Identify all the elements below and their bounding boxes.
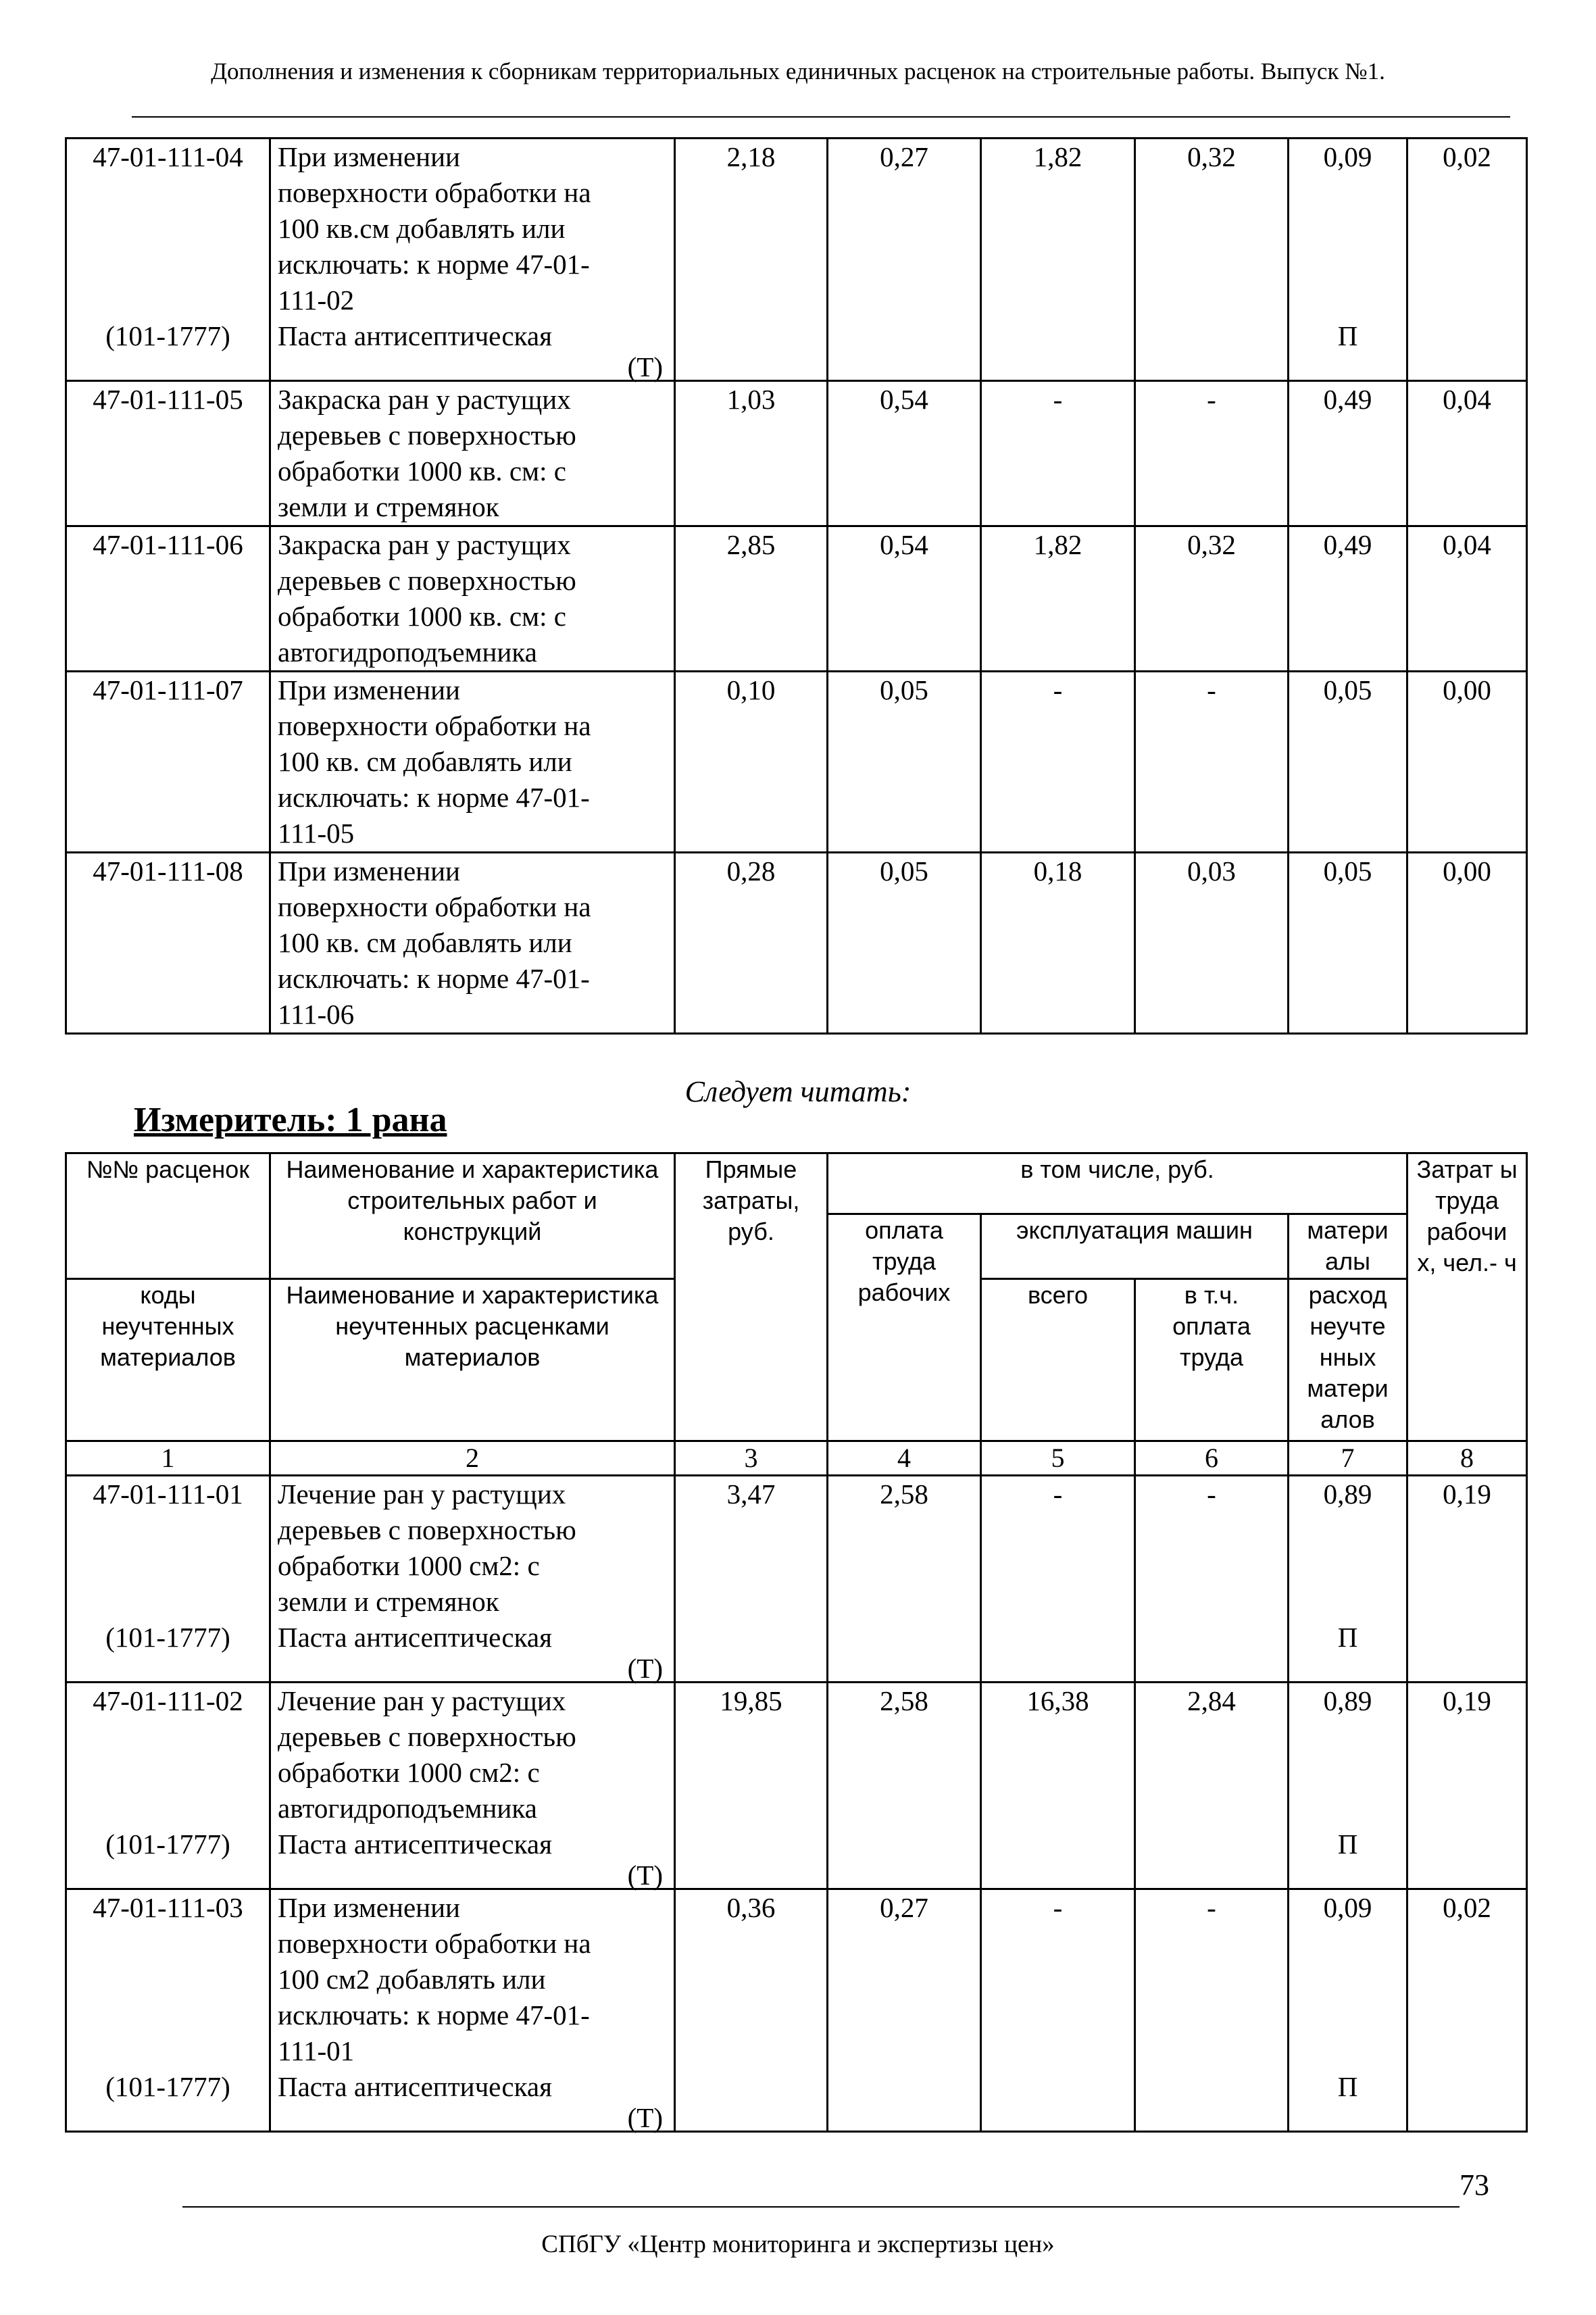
cell-wages: 0,27: [828, 1889, 981, 2132]
material-code: (101-1777): [105, 1622, 230, 1653]
work-name-line: 100 кв.см добавлять или: [278, 213, 566, 244]
work-name-line: деревьев с поверхностью: [278, 565, 576, 596]
work-name-line: обработки 1000 см2: с: [278, 1550, 540, 1581]
col-header-direct: Прямые затраты, руб.: [675, 1153, 828, 1441]
cell-machines-wages: 2,84: [1135, 1683, 1289, 1889]
rate-code-cell: [66, 1476, 270, 1683]
cell-direct: 1,03: [675, 381, 828, 526]
col-header-materials: матери алы: [1289, 1214, 1407, 1279]
page-number: 73: [1460, 2168, 1489, 2201]
materials-value: 0,49: [1323, 384, 1372, 415]
work-name-line: обработки 1000 кв. см: с: [278, 455, 566, 487]
column-number: 2: [270, 1441, 675, 1476]
rate-code-cell: [66, 381, 270, 526]
rate-code: 47-01-111-02: [93, 1685, 243, 1716]
column-number: 7: [1289, 1441, 1407, 1476]
cell-machines-total: 1,82: [981, 139, 1135, 381]
rate-code-cell: [66, 1683, 270, 1889]
rate-code: 47-01-111-03: [93, 1892, 243, 1923]
work-name-cell: [270, 1889, 675, 2132]
material-code: (101-1777): [105, 1828, 230, 1860]
rate-code: 47-01-111-06: [93, 529, 243, 560]
cell-wages: 2,58: [828, 1683, 981, 1889]
work-name-line: земли и стремянок: [278, 491, 499, 522]
cell-machines-wages: 0,32: [1135, 526, 1289, 672]
rate-code: 47-01-111-05: [93, 384, 243, 415]
column-number: 5: [981, 1441, 1135, 1476]
column-number: 3: [675, 1441, 828, 1476]
work-name-cell: [270, 853, 675, 1034]
work-name-line: 100 кв. см добавлять или: [278, 746, 572, 777]
read-as-caption: Следует читать:: [684, 1075, 912, 1108]
materials-value: 0,89: [1323, 1478, 1372, 1510]
table-row: [66, 853, 1527, 1034]
cell-materials: [1289, 526, 1407, 672]
col-header-machines-wages: в т.ч. оплата труда: [1135, 1279, 1289, 1441]
material-mark: П: [1337, 2071, 1358, 2102]
material-unit: (Т): [627, 1860, 663, 1891]
rate-code: 47-01-111-07: [93, 674, 243, 705]
prices-table-old: [65, 137, 1528, 1035]
cell-machines-total: -: [981, 1889, 1135, 2132]
col-header-name: Наименование и характеристика строительных работ и конструкций: [270, 1153, 675, 1279]
col-header-codes: №№ расценок: [66, 1153, 270, 1279]
material-name: Паста антисептическая: [278, 2071, 552, 2102]
cell-labor: 0,00: [1407, 853, 1527, 1034]
work-name-line: деревьев с поверхностью: [278, 1721, 576, 1752]
materials-value: 0,89: [1323, 1685, 1372, 1716]
col-header-wages: оплата труда рабочих: [828, 1214, 981, 1441]
cell-direct: 2,18: [675, 139, 828, 381]
work-name-line: Закраска ран у растущих: [278, 384, 571, 415]
work-name-line: обработки 1000 кв. см: с: [278, 601, 566, 632]
work-name-line: поверхности обработки на: [278, 1928, 591, 1959]
work-name-line: 111-06: [278, 999, 355, 1030]
cell-direct: 0,36: [675, 1889, 828, 2132]
work-name-line: Лечение ран у растущих: [278, 1685, 566, 1716]
work-name-cell: [270, 1683, 675, 1889]
work-name-line: поверхности обработки на: [278, 177, 591, 208]
material-unit: (Т): [627, 1653, 663, 1684]
material-unit: (Т): [627, 351, 663, 382]
col-header-machines: эксплуатация машин: [981, 1214, 1289, 1279]
cell-machines-total: -: [981, 672, 1135, 853]
cell-wages: 0,54: [828, 526, 981, 672]
material-name: Паста антисептическая: [278, 320, 552, 351]
column-number: 1: [66, 1441, 270, 1476]
cell-labor: 0,02: [1407, 139, 1527, 381]
cell-labor: 0,04: [1407, 526, 1527, 672]
prices-table-new: [65, 1152, 1528, 2133]
cell-wages: 2,58: [828, 1476, 981, 1683]
cell-machines-total: -: [981, 381, 1135, 526]
work-name-cell: [270, 381, 675, 526]
cell-materials: [1289, 853, 1407, 1034]
materials-value: 0,05: [1323, 855, 1372, 887]
work-name-line: деревьев с поверхностью: [278, 420, 576, 451]
material-name: Паста антисептическая: [278, 1828, 552, 1860]
col-header-machines-total: всего: [981, 1279, 1135, 1441]
work-name-line: Лечение ран у растущих: [278, 1478, 566, 1510]
rate-code: 47-01-111-01: [93, 1478, 243, 1510]
cell-machines-total: 0,18: [981, 853, 1135, 1034]
rate-code: 47-01-111-08: [93, 855, 243, 887]
work-name-line: 100 кв. см добавлять или: [278, 927, 572, 958]
work-name-line: 100 см2 добавлять или: [278, 1964, 546, 1995]
table-row: [66, 139, 1527, 381]
rate-code-cell: [66, 139, 270, 381]
rate-code-cell: [66, 526, 270, 672]
column-number: 6: [1135, 1441, 1289, 1476]
materials-value: 0,49: [1323, 529, 1372, 560]
table-row: [66, 1476, 1527, 1683]
cell-wages: 0,05: [828, 853, 981, 1034]
cell-labor: 0,02: [1407, 1889, 1527, 2132]
work-name-line: При изменении: [278, 674, 460, 705]
material-mark: П: [1337, 1622, 1358, 1653]
work-name-line: исключать: к норме 47-01-: [278, 249, 590, 280]
cell-direct: 0,10: [675, 672, 828, 853]
work-name-line: При изменении: [278, 141, 460, 172]
table-row: [66, 1889, 1527, 2132]
work-name-cell: [270, 1476, 675, 1683]
material-mark: П: [1337, 320, 1358, 351]
work-name-line: 111-05: [278, 818, 355, 849]
cell-machines-total: -: [981, 1476, 1135, 1683]
cell-machines-wages: -: [1135, 672, 1289, 853]
column-number: 4: [828, 1441, 981, 1476]
work-name-line: земли и стремянок: [278, 1586, 499, 1617]
work-name-cell: [270, 672, 675, 853]
cell-machines-wages: 0,03: [1135, 853, 1289, 1034]
material-code: (101-1777): [105, 2071, 230, 2102]
running-header: Дополнения и изменения к сборникам территориальных единичных расценок на строительные работы. Выпуск №1.: [211, 58, 1385, 84]
cell-materials: [1289, 139, 1407, 381]
cell-direct: 3,47: [675, 1476, 828, 1683]
cell-materials: [1289, 1683, 1407, 1889]
work-name-line: исключать: к норме 47-01-: [278, 1999, 590, 2031]
cell-wages: 0,27: [828, 139, 981, 381]
table-row: [66, 672, 1527, 853]
cell-materials: [1289, 1889, 1407, 2132]
cell-materials: [1289, 381, 1407, 526]
work-name-line: обработки 1000 см2: с: [278, 1757, 540, 1788]
cell-machines-wages: -: [1135, 381, 1289, 526]
table-row: [66, 1683, 1527, 1889]
work-name-line: автогидроподъемника: [278, 637, 537, 668]
material-unit: (Т): [627, 2102, 663, 2133]
work-name-line: автогидроподъемника: [278, 1793, 537, 1824]
work-name-cell: [270, 139, 675, 381]
rate-code-cell: [66, 672, 270, 853]
work-name-line: Закраска ран у растущих: [278, 529, 571, 560]
material-code: (101-1777): [105, 320, 230, 351]
work-name-line: исключать: к норме 47-01-: [278, 963, 590, 994]
cell-machines-total: 1,82: [981, 526, 1135, 672]
cell-labor: 0,19: [1407, 1476, 1527, 1683]
footer-organization: СПбГУ «Центр мониторинга и экспертизы цен»: [541, 2231, 1055, 2258]
cell-machines-wages: -: [1135, 1476, 1289, 1683]
col-header-labor: Затрат ы труда рабочи х, чел.- ч: [1407, 1153, 1527, 1441]
cell-machines-total: 16,38: [981, 1683, 1135, 1889]
cell-wages: 0,54: [828, 381, 981, 526]
column-number: 8: [1407, 1441, 1527, 1476]
col-header-materials-sub: расход неучте нных матери алов: [1289, 1279, 1407, 1441]
col-header-incl: в том числе, руб.: [828, 1153, 1407, 1214]
cell-labor: 0,19: [1407, 1683, 1527, 1889]
material-mark: П: [1337, 1828, 1358, 1860]
cell-wages: 0,05: [828, 672, 981, 853]
rate-code-cell: [66, 853, 270, 1034]
materials-value: 0,09: [1323, 1892, 1372, 1923]
col-header-mat-names: Наименование и характеристика неучтенных расценками материалов: [270, 1279, 675, 1441]
work-name-line: При изменении: [278, 1892, 460, 1923]
cell-materials: [1289, 672, 1407, 853]
work-name-line: 111-02: [278, 284, 355, 316]
table-row: [66, 381, 1527, 526]
work-name-line: При изменении: [278, 855, 460, 887]
work-name-line: поверхности обработки на: [278, 891, 591, 922]
work-name-line: 111-01: [278, 2035, 355, 2066]
cell-materials: [1289, 1476, 1407, 1683]
cell-machines-wages: -: [1135, 1889, 1289, 2132]
footer-rule: [182, 2206, 1460, 2208]
cell-labor: 0,00: [1407, 672, 1527, 853]
work-name-line: исключать: к норме 47-01-: [278, 782, 590, 813]
rate-code-cell: [66, 1889, 270, 2132]
work-name-cell: [270, 526, 675, 672]
measure-label: Измеритель: 1 рана: [134, 1101, 447, 1139]
cell-labor: 0,04: [1407, 381, 1527, 526]
materials-value: 0,09: [1323, 141, 1372, 172]
table-row: [66, 526, 1527, 672]
header-rule: [132, 116, 1510, 118]
rate-code: 47-01-111-04: [93, 141, 243, 172]
cell-direct: 19,85: [675, 1683, 828, 1889]
work-name-line: поверхности обработки на: [278, 710, 591, 741]
work-name-line: деревьев с поверхностью: [278, 1514, 576, 1545]
cell-direct: 0,28: [675, 853, 828, 1034]
col-header-mat-codes: коды неучтенных материалов: [66, 1279, 270, 1441]
cell-machines-wages: 0,32: [1135, 139, 1289, 381]
material-name: Паста антисептическая: [278, 1622, 552, 1653]
cell-direct: 2,85: [675, 526, 828, 672]
materials-value: 0,05: [1323, 674, 1372, 705]
